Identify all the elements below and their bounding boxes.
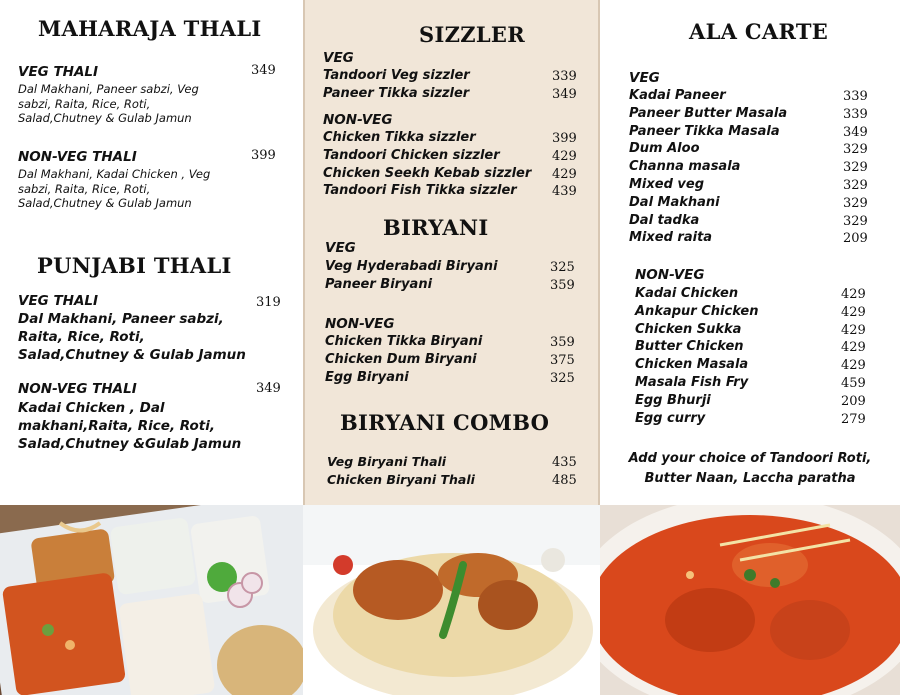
biryani-combo-title: BIRYANI COMBO xyxy=(340,410,550,435)
menu-item: Paneer Tikka Masala 349 xyxy=(629,123,868,140)
menu-item: Veg Biryani Thali 435 xyxy=(327,454,577,470)
alacarte-column xyxy=(600,0,900,505)
maharaja-nonveg-thali-name: NON-VEG THALI xyxy=(18,149,137,165)
menu-item: Chicken Sukka 429 xyxy=(635,321,866,338)
maharaja-veg-thali-price: 349 xyxy=(251,63,276,78)
sizzler-veg-list xyxy=(323,68,583,104)
menu-item: Mixed veg 329 xyxy=(629,176,868,193)
menu-item: Tandoori Chicken sizzler 429 xyxy=(323,147,577,164)
biryani-veg-list xyxy=(325,259,585,295)
menu-item: Kadai Chicken 429 xyxy=(635,286,866,302)
menu-item: Egg Bhurji 209 xyxy=(635,392,866,409)
menu-item: Tandoori Veg sizzler 339 xyxy=(323,68,577,84)
alacarte-nonveg-list xyxy=(635,286,895,428)
punjabi-veg-thali-desc: Dal Makhani, Paneer sabzi, Raita, Rice, Roti, Salad,Chutney & Gulab Jamun xyxy=(18,311,246,363)
punjabi-nonveg-thali-name: NON-VEG THALI xyxy=(18,381,137,397)
menu-item: Egg Biryani 325 xyxy=(325,369,575,386)
menu-item: Chicken Tikka sizzler 399 xyxy=(323,130,577,146)
biryani-nonveg-label: NON-VEG xyxy=(325,316,395,332)
punjabi-thali-title: PUNJABI THALI xyxy=(37,253,232,278)
sizzler-nonveg-label: NON-VEG xyxy=(323,112,393,128)
sizzler-title: SIZZLER xyxy=(419,22,525,47)
menu-item: Channa masala 329 xyxy=(629,159,868,176)
biryani-veg-label: VEG xyxy=(325,240,356,256)
bread-choice-note: Add your choice of Tandoori Roti, Butter Naan, Laccha paratha xyxy=(628,451,872,486)
maharaja-veg-thali-desc: Dal Makhani, Paneer sabzi, Veg sabzi, Raita, Rice, Roti, Salad,Chutney & Gulab Jamun xyxy=(18,82,199,125)
menu-item: Chicken Tikka Biryani 359 xyxy=(325,334,575,350)
maharaja-nonveg-thali-price: 399 xyxy=(251,148,276,163)
menu-item: Paneer Biryani 359 xyxy=(325,276,575,293)
punjabi-veg-thali-price: 319 xyxy=(256,295,281,310)
menu-item: Chicken Seekh Kebab sizzler 429 xyxy=(323,165,577,182)
menu-item: Veg Hyderabadi Biryani 325 xyxy=(325,259,575,275)
menu-item: Chicken Masala 429 xyxy=(635,357,866,374)
menu-item: Chicken Biryani Thali 485 xyxy=(327,471,577,488)
alacarte-veg-label: VEG xyxy=(629,70,660,86)
menu-item: Paneer Butter Masala 339 xyxy=(629,105,868,122)
biryani-combo-list xyxy=(327,454,587,490)
thali-photo xyxy=(0,505,303,695)
sizzler-nonveg-list xyxy=(323,130,583,201)
menu-item: Ankapur Chicken 429 xyxy=(635,303,866,320)
sizzler-veg-label: VEG xyxy=(323,50,354,66)
alacarte-veg-list xyxy=(629,88,889,248)
menu-item: Mixed raita 209 xyxy=(629,230,868,247)
menu-item: Tandoori Fish Tikka sizzler 439 xyxy=(323,183,577,200)
menu-item: Egg curry 279 xyxy=(635,410,866,427)
punjabi-nonveg-thali-desc: Kadai Chicken , Dal makhani,Raita, Rice, Roti, Salad,Chutney &Gulab Jamun xyxy=(18,400,242,452)
menu-item: Kadai Paneer 339 xyxy=(629,88,868,104)
maharaja-nonveg-thali-desc: Dal Makhani, Kadai Chicken , Veg sabzi, Raita, Rice, Roti, Salad,Chutney & Gulab Jamun xyxy=(18,167,211,210)
menu-item: Paneer Tikka sizzler 349 xyxy=(323,85,577,102)
alacarte-nonveg-label: NON-VEG xyxy=(635,267,705,283)
menu-item: Chicken Dum Biryani 375 xyxy=(325,351,575,368)
sizzler-biryani-column xyxy=(303,0,600,505)
menu-item: Dum Aloo 329 xyxy=(629,141,868,158)
biryani-nonveg-list xyxy=(325,334,585,387)
biryani-photo xyxy=(303,505,600,695)
maharaja-punjabi-column xyxy=(0,0,303,505)
maharaja-veg-thali-name: VEG THALI xyxy=(18,64,99,80)
biryani-title: BIRYANI xyxy=(383,215,489,240)
punjabi-nonveg-thali-price: 349 xyxy=(256,381,281,396)
maharaja-thali-title: MAHARAJA THALI xyxy=(38,16,262,41)
menu-item: Butter Chicken 429 xyxy=(635,339,866,356)
alacarte-title: ALA CARTE xyxy=(689,19,829,44)
menu-item: Dal Makhani 329 xyxy=(629,194,868,211)
menu-item: Dal tadka 329 xyxy=(629,212,868,229)
punjabi-veg-thali-name: VEG THALI xyxy=(18,293,99,309)
menu-item: Masala Fish Fry 459 xyxy=(635,374,866,391)
curry-photo xyxy=(600,505,900,695)
